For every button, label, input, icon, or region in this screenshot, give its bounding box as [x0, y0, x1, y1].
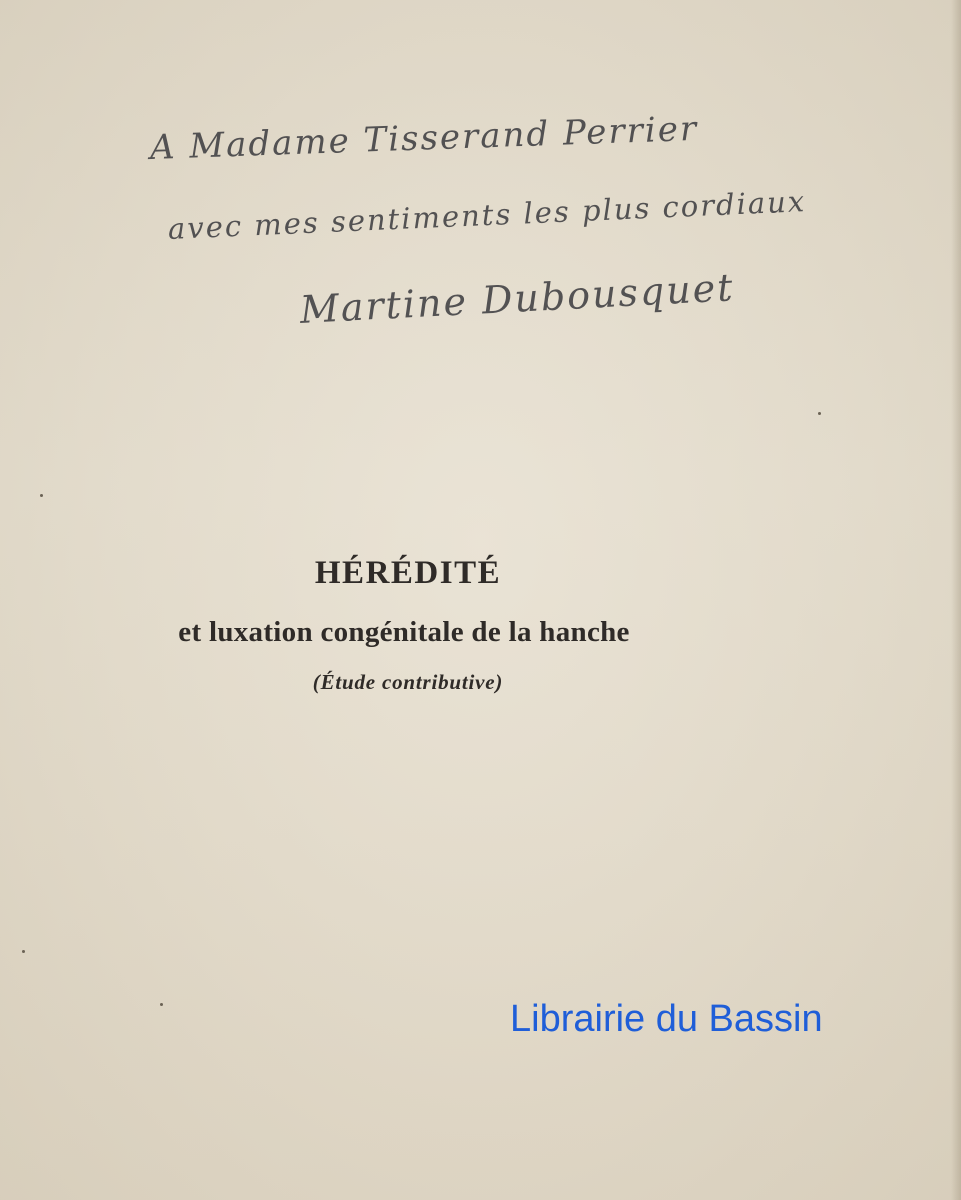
book-note: (Étude contributive) [312, 670, 504, 694]
dedication-line-2: avec mes sentiments les plus cordiaux [167, 184, 807, 246]
book-subtitle: et luxation congénitale de la hanche [178, 616, 630, 648]
paper-speck [818, 412, 821, 415]
paper-speck [40, 494, 43, 497]
signature: Martine Dubousquet [298, 265, 736, 332]
paper-speck [22, 950, 25, 953]
dedication-line-1: A Madame Tisserand Perrier [149, 108, 699, 168]
book-title: HÉRÉDITÉ [314, 555, 502, 591]
bookseller-watermark: Librairie du Bassin [510, 998, 823, 1040]
handwritten-dedication [0, 0, 961, 420]
paper-speck [160, 1003, 163, 1006]
